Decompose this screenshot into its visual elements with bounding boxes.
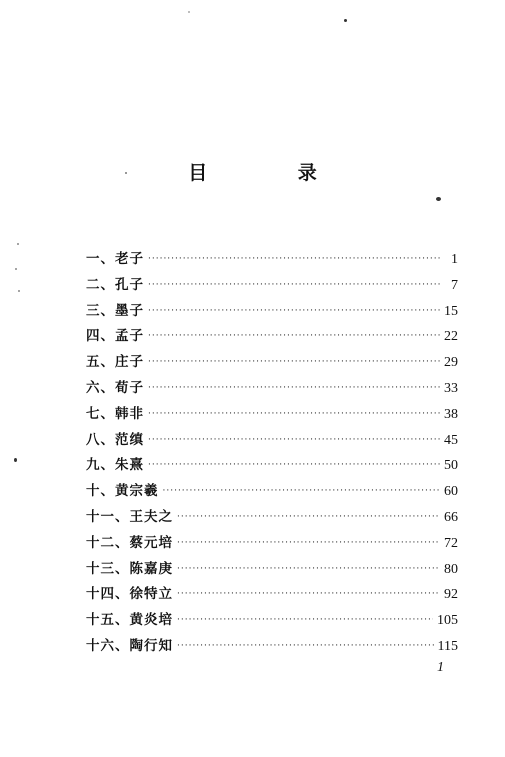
toc-entry-page: 33 [444,380,458,396]
dot-leader [163,486,441,496]
toc-entry[interactable] [86,582,458,608]
dot-leader [177,641,434,651]
dot-leader [148,460,440,470]
toc-entry[interactable] [86,531,458,557]
toc-entry[interactable] [86,479,458,505]
toc-entry[interactable] [86,505,458,531]
toc-entry-title: 十六、陶行知 [86,637,173,654]
toc-entry[interactable] [86,376,458,402]
page-number: 1 [437,660,444,675]
toc-entry[interactable] [86,557,458,583]
toc-entry[interactable] [86,453,458,479]
dot-leader [148,409,440,419]
toc-entry-page: 60 [444,484,458,500]
table-of-contents [86,247,458,660]
dot-leader [148,383,440,393]
dot-leader [177,512,440,522]
toc-entry-page: 92 [444,587,458,603]
dot-leader [148,254,440,264]
toc-entry[interactable] [86,402,458,428]
toc-entry-page: 115 [437,638,458,654]
scan-speck [14,458,17,462]
scan-speck [344,19,347,22]
toc-entry-title: 十五、黄炎培 [86,612,173,629]
toc-entry-title: 四、孟子 [86,328,144,345]
toc-entry-page: 50 [444,458,458,474]
dot-leader [148,435,440,445]
toc-entry-title: 六、荀子 [86,379,144,396]
toc-entry-title: 七、韩非 [86,405,144,422]
scan-speck [15,268,17,270]
toc-entry-page: 38 [444,406,458,422]
dot-leader [148,306,440,316]
toc-entry-page: 66 [444,509,458,525]
toc-entry-title: 十、黄宗羲 [86,483,159,500]
toc-entry-title: 十三、陈嘉庚 [86,560,173,577]
toc-entry[interactable] [86,350,458,376]
toc-entry-title: 二、孔子 [86,276,144,293]
scan-speck [17,243,19,245]
toc-entry-title: 八、范缜 [86,431,144,448]
toc-entry[interactable] [86,299,458,325]
toc-entry[interactable] [86,608,458,634]
dot-leader [148,331,440,341]
dot-leader [148,357,440,367]
toc-entry-page: 80 [444,561,458,577]
dot-leader [177,538,440,548]
toc-entry[interactable] [86,324,458,350]
toc-entry-page: 105 [437,613,458,629]
toc-entry-title: 十一、王夫之 [86,508,173,525]
toc-entry-title: 九、朱熹 [86,457,144,474]
dot-leader [177,564,440,574]
toc-entry-page: 15 [444,303,458,319]
toc-entry-page: 7 [451,277,458,293]
toc-entry[interactable] [86,634,458,660]
scan-speck [436,197,441,201]
toc-entry-title: 五、庄子 [86,354,144,371]
dot-leader [177,615,433,625]
dot-leader [177,589,440,599]
toc-entry-title: 十四、徐特立 [86,586,173,603]
toc-entry-title: 十二、蔡元培 [86,534,173,551]
toc-entry-title: 一、老子 [86,251,144,267]
toc-entry[interactable] [86,273,458,299]
toc-entry[interactable] [86,247,458,273]
toc-entry-page: 29 [444,355,458,371]
toc-entry-page: 72 [444,535,458,551]
toc-entry-title: 三、墨子 [86,302,144,319]
toc-entry-page: 1 [451,252,458,267]
dot-leader [148,280,440,290]
scan-speck [188,11,190,13]
toc-entry-page: 45 [444,432,458,448]
toc-entry-page: 22 [444,329,458,345]
scan-speck [18,290,20,292]
toc-entry[interactable] [86,428,458,454]
page-title: 目 录 [188,162,359,184]
